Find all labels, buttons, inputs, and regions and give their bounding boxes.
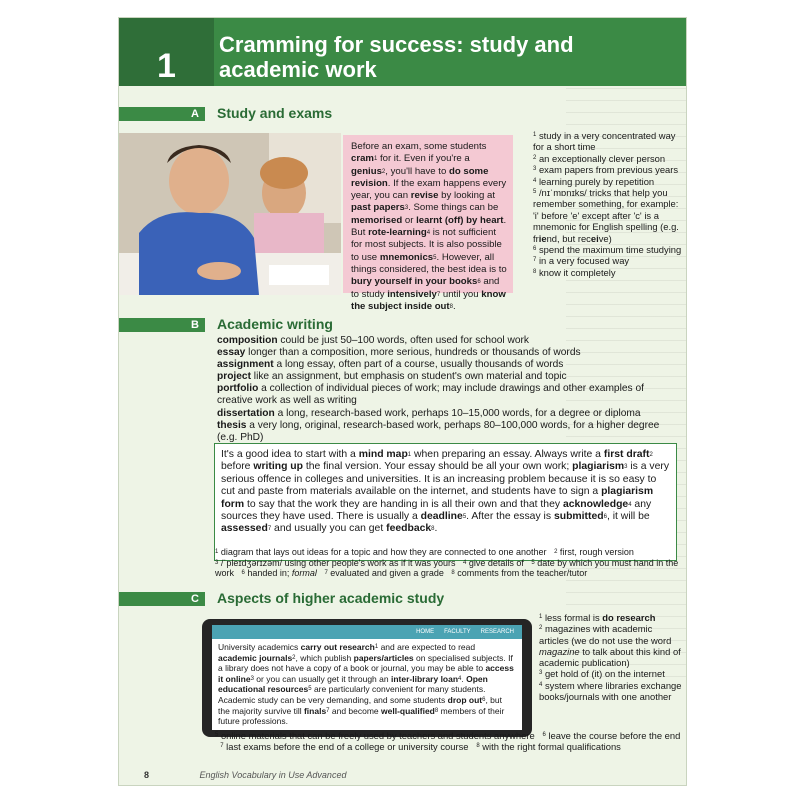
glossary-item: $^1$ study in a very concentrated way for a short time bbox=[533, 130, 676, 153]
nav-research[interactable]: RESEARCH bbox=[480, 629, 514, 635]
glossary-item: $^1$ less formal is do research bbox=[539, 612, 656, 623]
term-row bbox=[217, 335, 682, 347]
glossary-item: $^4$ learning purely by repetition bbox=[533, 175, 655, 187]
term: essay bbox=[217, 347, 246, 359]
glossary-item: $^3$ exam papers from previous years bbox=[533, 164, 679, 176]
section-b-title: Academic writing bbox=[217, 316, 333, 332]
term: dissertation bbox=[217, 407, 275, 419]
section-a-glossary bbox=[533, 130, 683, 278]
term-def: could be just 50–100 words, often used for school work bbox=[277, 335, 530, 346]
term-row bbox=[217, 347, 682, 359]
term: project bbox=[217, 371, 251, 383]
term-def: a long, research-based work, perhaps 10–15,000 words, for a degree or diploma bbox=[274, 407, 641, 419]
term: portfolio bbox=[217, 383, 259, 395]
book-title: English Vocabulary in Use Advanced bbox=[199, 770, 347, 780]
glossary-item: $^3$ get hold of (it) on the internet bbox=[539, 668, 665, 680]
section-c-glossary bbox=[539, 612, 684, 702]
unit-title: Cramming for success: study and academic work bbox=[219, 32, 574, 82]
section-a-tab: A bbox=[119, 107, 205, 121]
term: composition bbox=[217, 335, 278, 346]
term-row bbox=[217, 420, 682, 444]
tablet-text: University academics carry out research$^1$ and are expected to read academic journals$^2$, which publish papers/articles on specialised subjects. If a library does not have a copy of a book or journal, you may be able to access it online$^3$ or you can usually get it through an inter-library loan$^4$. Open educational resources$^5$ are particularly convenient for many students. Academic study can be very demanding, and some students drop out$^6$, but the majority survive till finals$^7$ and become well-qualified$^8$ members of their future professions. bbox=[218, 642, 514, 727]
nav-home[interactable]: HOME bbox=[416, 629, 435, 635]
section-b-footnotes: $^1$ diagram that lays out ideas for a topic and how they are connected to one another $^2$ first, rough version $^3$ /ˈpleɪdʒərɪzəm/ using other people's work as if it was yours $^4$ give details of $^5$ date by which you must hand in the work $^6$ handed in; formal $^7$ evaluated and given a grade $^8$ comments from the teacher/tutor bbox=[215, 547, 679, 579]
glossary-item: $^2$ magazines with academic articles (we do not use the word magazine to talk about this kind of academic publication) bbox=[539, 623, 681, 669]
term-def: a long essay, often part of a course, usually thousands of words bbox=[273, 359, 564, 371]
section-c-tab: C bbox=[119, 592, 205, 606]
term-row bbox=[217, 408, 682, 420]
term-row bbox=[217, 359, 682, 371]
tablet-nav bbox=[212, 625, 522, 639]
glossary-item: $^7$ in a very focused way bbox=[533, 255, 630, 267]
tablet-screen bbox=[212, 625, 522, 730]
section-a-text-box bbox=[343, 135, 513, 312]
glossary-item: $^6$ spend the maximum time studying bbox=[533, 244, 682, 256]
essay-advice-box bbox=[214, 443, 677, 561]
essay-advice-text: It's a good idea to start with a mind map$^1$ when preparing an essay. Always write a first draft$^2$ before writing up the final version. Your essay should be all your own work; plagiarism$^3$ is a very serious offence in colleges and universities. It is an increasing problem because it is so easy to cut and paste from materials available on the internet, and students have to sign a plagiarism form to say that the work they are handing in is all their own and that they acknowledge$^4$ any sources they have used. There is usually a deadline$^5$. After the essay is submitted$^6$, it will be assessed$^7$ and usually you can get feedback$^8$. bbox=[221, 449, 670, 535]
section-c-title: Aspects of higher academic study bbox=[217, 590, 445, 606]
term-def: longer than a composition, more serious, hundreds or thousands of words bbox=[245, 347, 581, 359]
term-def: a collection of individual pieces of work; may include drawings and other examples of creative work as well as writing bbox=[217, 383, 644, 407]
glossary-item: $^4$ system where libraries exchange books/journals with one another bbox=[539, 679, 682, 703]
writing-terms-list bbox=[217, 335, 682, 444]
students-exam-photo bbox=[119, 133, 341, 295]
term: assignment bbox=[217, 359, 274, 371]
nav-faculty[interactable]: FACULTY bbox=[444, 629, 471, 635]
page-footer bbox=[144, 770, 346, 780]
glossary-item: $^5$ /nɪˈmɒnɪks/ tricks that help you remember something, for example: 'i' before 'e' except after 'c' is a mnemonic for English spelling (e.g. friend, but receive) bbox=[533, 187, 679, 244]
glossary-item: $^2$ an exceptionally clever person bbox=[533, 152, 666, 164]
section-a-title: Study and exams bbox=[217, 105, 333, 121]
unit-header bbox=[119, 18, 686, 86]
glossary-item: $^8$ know it completely bbox=[533, 266, 616, 278]
term-def: like an assignment, but emphasis on student's own material and topic bbox=[250, 371, 567, 383]
section-a-text: Before an exam, some students cram$^1$ for it. Even if you're a genius$^2$, you'll have to do some revision. If the exam happens every year, you can revise by looking at past papers$^3$. Some things can be memorised or learnt (off) by heart. But rote-learning$^4$ is not sufficient for most subjects. It is also possible to use mnemonics$^5$. However, all things considered, the best idea is to bury yourself in your books$^6$ and to study intensively$^7$ until you know the subject inside out$^8$. bbox=[351, 141, 507, 312]
term-row bbox=[217, 383, 682, 407]
section-c-footnotes: $^5$ online materials that can be freely used by teachers and students anywhere $^6$ leave the course before the end $^7$ last exams before the end of a college or university course $^8$ with the right formal qualifications bbox=[215, 730, 681, 752]
section-b-tab: B bbox=[119, 318, 205, 332]
unit-number: 1 bbox=[119, 18, 214, 86]
term-def: a very long, original, research-based work, perhaps 80–100,000 words, for a higher degree (e.g. PhD) bbox=[217, 419, 660, 443]
page-number: 8 bbox=[144, 770, 150, 780]
book-page bbox=[118, 17, 687, 786]
tablet-device bbox=[202, 619, 532, 737]
term-row bbox=[217, 371, 682, 383]
term: thesis bbox=[217, 419, 247, 431]
